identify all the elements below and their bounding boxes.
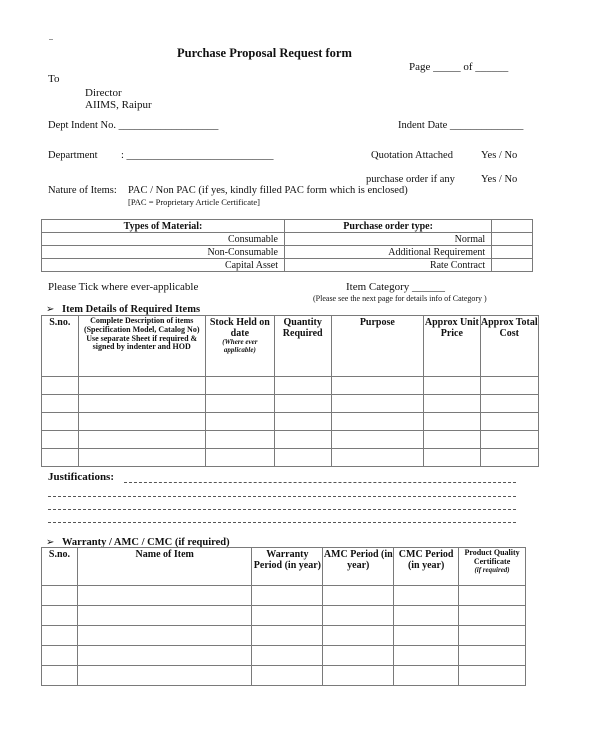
- table-row: [42, 666, 526, 686]
- warranty-heading: Warranty / AMC / CMC (if required): [62, 537, 230, 548]
- material-consumable[interactable]: Consumable: [42, 233, 285, 246]
- table-row: [42, 395, 539, 413]
- tick-cell[interactable]: [492, 233, 533, 246]
- quotation-label: Quotation Attached: [371, 150, 453, 161]
- justification-line[interactable]: [48, 509, 516, 510]
- tick-instruction: Please Tick where ever-applicable: [48, 281, 199, 293]
- col-quantity: Quantity Required: [274, 316, 331, 377]
- justifications-label: Justifications:: [48, 471, 114, 483]
- order-type-normal[interactable]: Normal: [285, 233, 492, 246]
- table-row: [42, 413, 539, 431]
- table-row: [42, 646, 526, 666]
- item-category-field[interactable]: Item Category ______: [346, 281, 445, 293]
- tick-cell[interactable]: [492, 220, 533, 233]
- col-stock-held-label: Stock Held on date: [209, 317, 270, 340]
- order-type-header: Purchase order type:: [285, 220, 492, 233]
- material-capital-asset[interactable]: Capital Asset: [42, 259, 285, 272]
- col-unit-price: Approx Unit Price: [424, 316, 480, 377]
- col-description: Complete Description of items (Specification Model, Catalog No) Use separate Sheet if required & signed by indenter and HOD: [78, 316, 205, 377]
- pac-note: [PAC = Proprietary Article Certificate]: [128, 197, 260, 207]
- col-item-name: Name of Item: [77, 548, 251, 586]
- tick-cell[interactable]: [492, 246, 533, 259]
- quotation-options[interactable]: Yes / No: [481, 150, 518, 161]
- tick-cell[interactable]: [492, 259, 533, 272]
- table-row: [42, 431, 539, 449]
- col-quality-certificate-label: Product Quality Certificate: [464, 548, 520, 566]
- col-quality-certificate: [459, 548, 526, 586]
- item-details-table: [41, 315, 539, 467]
- nature-of-items-text: PAC / Non PAC (if yes, kindly filled PAC form which is enclosed): [128, 185, 408, 196]
- department-label: Department: [48, 150, 98, 161]
- order-type-additional[interactable]: Additional Requirement: [285, 246, 492, 259]
- table-row: [42, 606, 526, 626]
- col-amc-period: AMC Period (in year): [323, 548, 394, 586]
- col-quality-certificate-note: (if required): [474, 565, 510, 574]
- justification-line[interactable]: [48, 522, 516, 523]
- material-order-table: [41, 219, 533, 272]
- table-row: [42, 586, 526, 606]
- table-row: [42, 626, 526, 646]
- scan-mark: [49, 39, 53, 40]
- form-title: Purchase Proposal Request form: [177, 46, 352, 60]
- bullet-icon: ➢: [46, 304, 55, 315]
- purchase-order-label: purchase order if any: [366, 174, 455, 185]
- addressee-title: Director: [85, 87, 122, 99]
- category-note: (Please see the next page for details info of Category ): [313, 294, 487, 303]
- bullet-icon: ➢: [46, 537, 55, 548]
- col-stock-held: [205, 316, 274, 377]
- table-row: [42, 449, 539, 467]
- col-warranty-period: Warranty Period (in year): [252, 548, 323, 586]
- department-field[interactable]: : ____________________________: [121, 150, 274, 161]
- col-cmc-period: CMC Period (in year): [394, 548, 459, 586]
- nature-of-items-label: Nature of Items:: [48, 185, 117, 196]
- warranty-table: [41, 547, 526, 686]
- justification-line[interactable]: [48, 496, 516, 497]
- to-label: To: [48, 73, 60, 85]
- justification-line[interactable]: [124, 482, 516, 483]
- dept-indent-field[interactable]: Dept Indent No. ___________________: [48, 120, 219, 131]
- material-header: Types of Material:: [42, 220, 285, 233]
- col-total-cost: Approx Total Cost: [480, 316, 538, 377]
- indent-date-field[interactable]: Indent Date ______________: [398, 120, 524, 131]
- order-type-rate-contract[interactable]: Rate Contract: [285, 259, 492, 272]
- col-sno: S.no.: [42, 548, 78, 586]
- col-purpose: Purpose: [331, 316, 424, 377]
- item-details-heading: Item Details of Required Items: [62, 304, 201, 315]
- addressee-institute: AIIMS, Raipur: [85, 99, 152, 111]
- page-number-field[interactable]: Page _____ of ______: [409, 61, 509, 73]
- col-sno: S.no.: [42, 316, 79, 377]
- material-non-consumable[interactable]: Non-Consumable: [42, 246, 285, 259]
- col-stock-held-note: (Where ever applicable): [222, 338, 258, 355]
- purchase-order-options[interactable]: Yes / No: [481, 174, 518, 185]
- table-row: [42, 377, 539, 395]
